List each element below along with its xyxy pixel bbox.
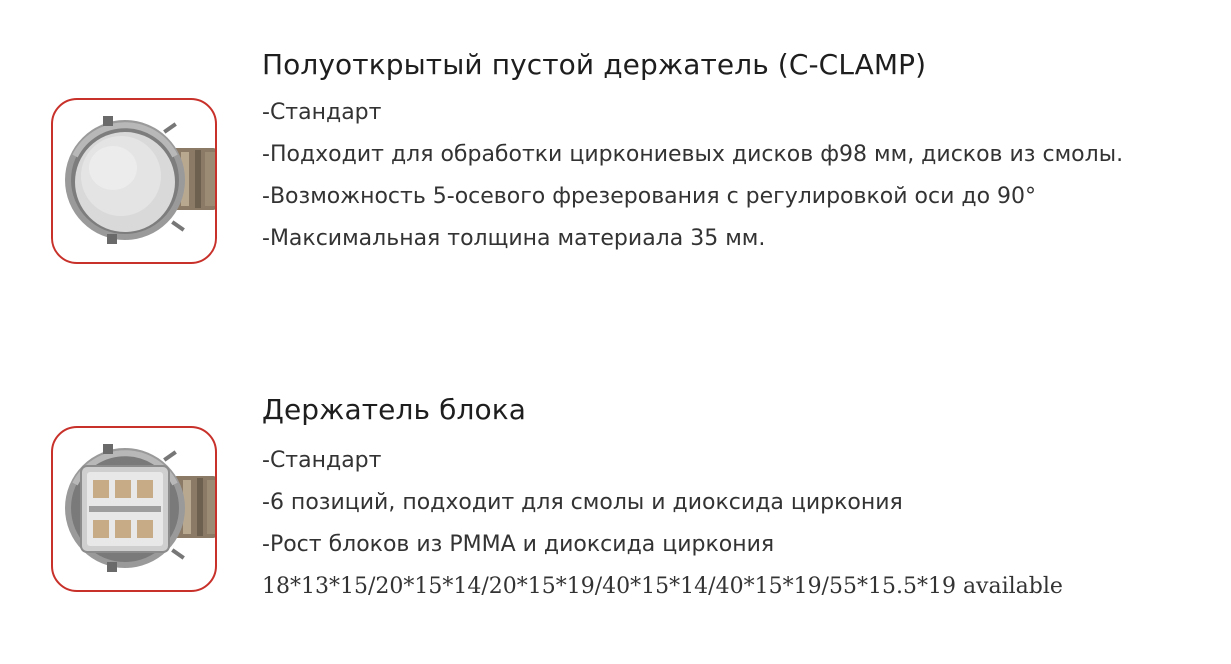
- product-block-holder: [0, 360, 1231, 660]
- feature-item: -Рост блоков из PMMA и диоксида циркония: [262, 532, 775, 557]
- feature-list: [262, 92, 1123, 260]
- feature-item: -Стандарт: [262, 100, 382, 125]
- feature-item: -Возможность 5-осевого фрезерования с регулировкой оси до 90°: [262, 184, 1037, 209]
- feature-item: -Максимальная толщина материала 35 мм.: [262, 226, 766, 251]
- product-title: Держатель блока: [262, 393, 526, 426]
- feature-item: -6 позиций, подходит для смолы и диоксида циркония: [262, 490, 903, 515]
- feature-item-sizes: 18*13*15/20*15*14/20*15*19/40*15*14/40*15*19/55*15.5*19 available: [262, 574, 1063, 599]
- c-clamp-disc-holder-icon: [51, 98, 217, 264]
- feature-item: -Стандарт: [262, 448, 382, 473]
- feature-list: [262, 440, 1063, 608]
- product-title: Полуоткрытый пустой держатель (C-CLAMP): [262, 48, 927, 81]
- block-holder-icon: [51, 426, 217, 592]
- product-c-clamp: [0, 0, 1231, 300]
- feature-item: -Подходит для обработки циркониевых дисков ф98 мм, дисков из смолы.: [262, 142, 1124, 167]
